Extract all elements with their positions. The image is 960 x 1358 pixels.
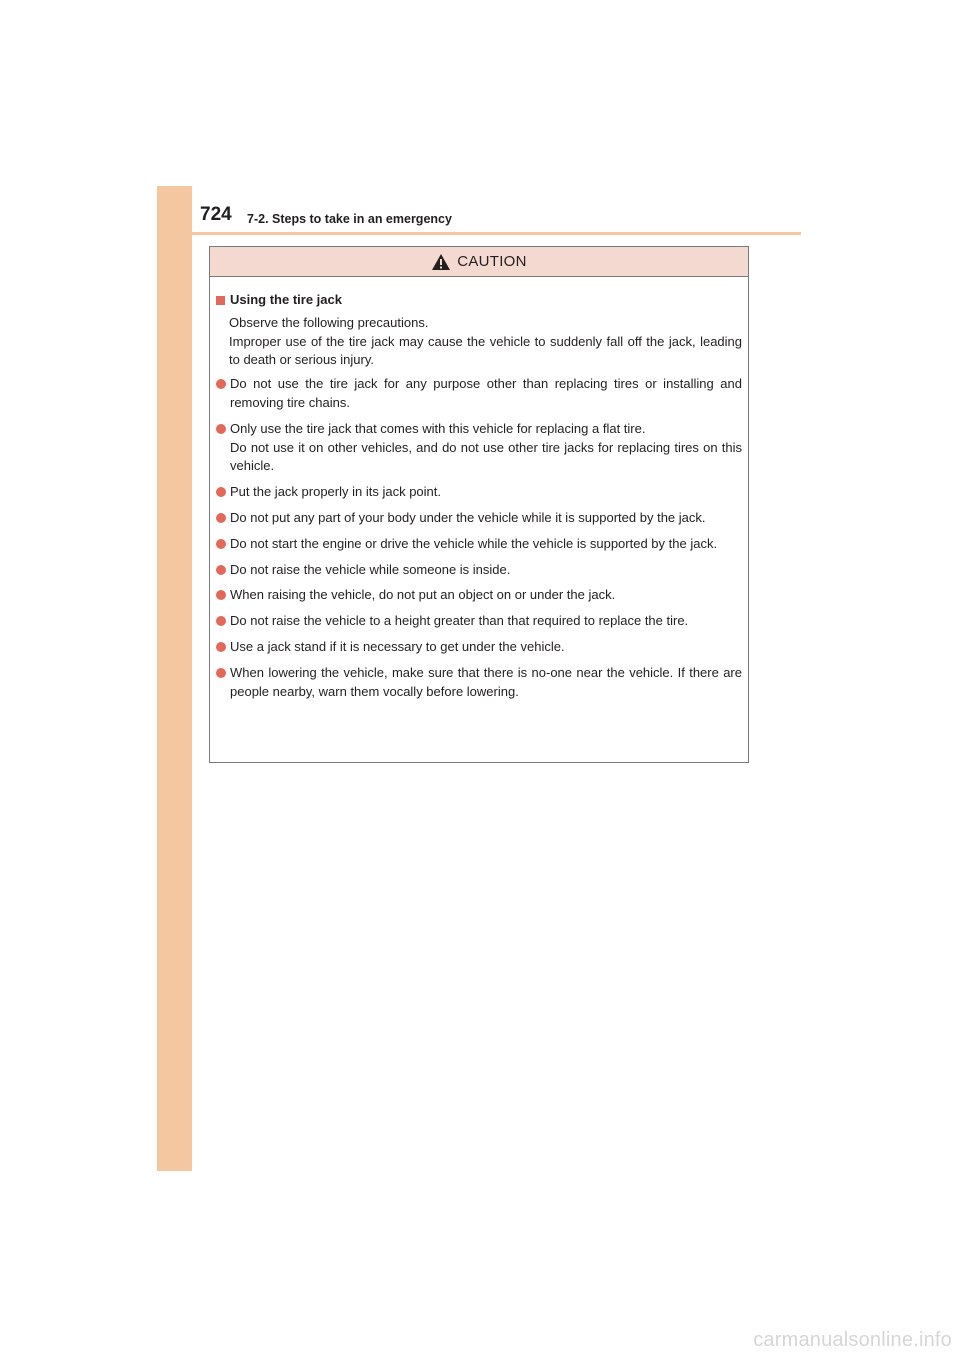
caution-box: [209, 246, 749, 763]
bullet-dot-icon: [216, 513, 226, 523]
bullet-text: Do not use the tire jack for any purpose other than replacing tires or installing and removing tire chains.: [230, 376, 742, 410]
chapter-side-tab: [157, 186, 192, 1171]
caution-label: CAUTION: [457, 253, 527, 270]
caution-header: [210, 247, 748, 277]
intro-line: Improper use of the tire jack may cause the vehicle to suddenly fall off the jack, leading to death or serious injury.: [229, 333, 742, 368]
bullet-text: Do not put any part of your body under the vehicle while it is supported by the jack.: [230, 509, 706, 525]
bullet-text: Only use the tire jack that comes with this vehicle for replacing a flat tire.: [230, 420, 646, 436]
intro-text: [216, 314, 742, 370]
bullet-dot-icon: [216, 424, 226, 434]
caution-body: [210, 277, 748, 701]
list-item: [216, 483, 742, 502]
list-item: [216, 375, 742, 413]
bullet-text: Do not start the engine or drive the vehicle while the vehicle is supported by the jack.: [230, 535, 718, 551]
bullet-text: Use a jack stand if it is necessary to get under the vehicle.: [230, 638, 565, 654]
square-marker-icon: [216, 296, 225, 305]
caution-subheading: [216, 291, 742, 310]
bullet-text: Do not use it on other vehicles, and do not use other tire jacks for replacing tires on this vehicle.: [230, 439, 742, 474]
list-item: [216, 420, 742, 476]
intro-line: Observe the following precautions.: [229, 314, 429, 330]
bullet-dot-icon: [216, 590, 226, 600]
bullet-dot-icon: [216, 487, 226, 497]
bullet-text: Do not raise the vehicle to a height greater than that required to replace the tire.: [230, 613, 689, 629]
list-item: [216, 612, 742, 631]
watermark: carmanualsonline.info: [753, 1329, 952, 1351]
list-item: [216, 664, 742, 702]
bullet-text: Put the jack properly in its jack point.: [230, 484, 441, 500]
bullet-dot-icon: [216, 379, 226, 389]
subheading-text: Using the tire jack: [230, 292, 342, 307]
bullet-text: When lowering the vehicle, make sure that there is no-one near the vehicle. If there are people nearby, warn them vocally before lowering.: [230, 664, 742, 699]
bullet-dot-icon: [216, 565, 226, 575]
list-item: [216, 638, 742, 657]
header-rule: [157, 232, 801, 235]
list-item: [216, 561, 742, 580]
section-title: 7-2. Steps to take in an emergency: [247, 212, 452, 226]
bullet-dot-icon: [216, 668, 226, 678]
page-number: 724: [200, 204, 232, 225]
bullet-dot-icon: [216, 539, 226, 549]
bullet-dot-icon: [216, 616, 226, 626]
list-item: [216, 586, 742, 605]
bullet-dot-icon: [216, 642, 226, 652]
precaution-list: [216, 375, 742, 701]
bullet-text: When raising the vehicle, do not put an object on or under the jack.: [230, 587, 616, 603]
list-item: [216, 509, 742, 528]
list-item: [216, 535, 742, 554]
warning-triangle-icon: [431, 253, 451, 271]
bullet-text: Do not raise the vehicle while someone is inside.: [230, 561, 511, 577]
